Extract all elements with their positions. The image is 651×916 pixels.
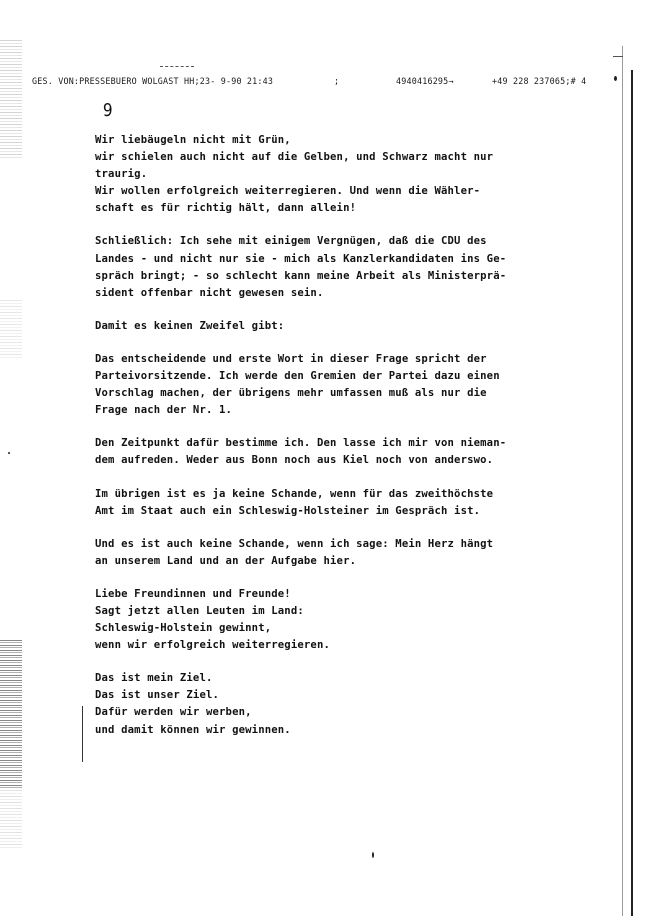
scan-edge-noise (0, 790, 22, 850)
fax-number-to: +49 228 237065;# 4 (492, 76, 587, 86)
text-line: Wir wollen erfolgreich weiterregieren. Und wenn die Wähler- (95, 185, 481, 198)
text-line: Und es ist auch keine Schande, wenn ich sage: Mein Herz hängt (95, 537, 494, 550)
text-line: Damit es keinen Zweifel gibt: (95, 319, 285, 332)
fax-number-from: 4940416295→ (396, 76, 454, 86)
text-line: Wir liebäugeln nicht mit Grün, (95, 134, 291, 146)
paragraph (95, 536, 565, 570)
paragraph (95, 233, 565, 301)
scan-speck (614, 76, 617, 81)
text-line: Amt im Staat auch ein Schleswig-Holsteiner im Gespräch ist. (95, 504, 481, 517)
text-line: Sagt jetzt allen Leuten im Land: (95, 604, 304, 617)
scan-speck (8, 452, 10, 454)
text-line: Schließlich: Ich sehe mit einigem Vergnügen, daß die CDU des (95, 235, 487, 248)
text-line: Das ist mein Ziel. (95, 672, 213, 685)
text-line: Den Zeitpunkt dafür bestimme ich. Den lasse ich mir von nieman- (95, 437, 507, 450)
text-line: Parteivorsitzende. Ich werde den Gremien der Partei dazu einen (95, 370, 500, 383)
text-line: traurig. (95, 168, 148, 181)
text-line: Liebe Freundinnen und Freunde! (95, 587, 291, 600)
text-line: sident offenbar nicht gewesen sein. (95, 286, 324, 299)
text-line: Dafür werden wir werben, (95, 706, 252, 719)
scan-edge-noise (0, 640, 22, 790)
scan-edge-noise (0, 300, 22, 360)
margin-mark (82, 706, 83, 762)
fax-separator: ; (334, 76, 340, 86)
scan-right-edge-inner (622, 46, 623, 916)
paragraph (95, 132, 565, 217)
text-line: schaft es für richtig hält, dann allein! (95, 202, 357, 215)
text-line: Landes - und nicht nur sie - mich als Kanzlerkandidaten ins Ge- (95, 252, 507, 265)
text-line: Das entscheidende und erste Wort in dieser Frage spricht der (95, 352, 487, 365)
scan-speck (372, 852, 374, 858)
scan-corner-mark (613, 56, 623, 57)
text-line: an unserem Land und an der Aufgabe hier. (95, 554, 357, 567)
scan-right-edge (631, 70, 633, 916)
speech-text (95, 132, 565, 755)
scan-edge-noise (0, 40, 22, 160)
text-line: wenn wir erfolgreich weiterregieren. (95, 639, 331, 652)
fax-sender: GES. VON:PRESSEBUERO WOLGAST HH;23- 9-90 21:43 (32, 76, 274, 86)
text-line: Das ist unser Ziel. (95, 689, 220, 702)
text-line: Schleswig-Holstein gewinnt, (95, 622, 272, 635)
text-line: Frage nach der Nr. 1. (95, 404, 233, 417)
paragraph (95, 318, 565, 335)
text-line: und damit können wir gewinnen. (95, 723, 291, 736)
page-number: 9 (102, 100, 113, 121)
text-line: spräch bringt; - so schlecht kann meine Arbeit als Ministerprä- (95, 269, 507, 282)
fax-transmission-header (32, 76, 632, 92)
paragraph (95, 435, 565, 469)
text-line: Im übrigen ist es ja keine Schande, wenn für das zweithöchste (95, 487, 494, 500)
paragraph (95, 351, 565, 419)
fax-top-dash (160, 66, 194, 67)
text-line: wir schielen auch nicht auf die Gelben, und Schwarz macht nur (95, 151, 494, 164)
paragraph (95, 486, 565, 520)
text-line: dem aufreden. Weder aus Bonn noch aus Kiel noch von anderswo. (95, 454, 494, 467)
paragraph (95, 586, 565, 654)
text-line: Vorschlag machen, der übrigens mehr umfassen muß als nur die (95, 387, 487, 400)
paragraph (95, 670, 565, 738)
